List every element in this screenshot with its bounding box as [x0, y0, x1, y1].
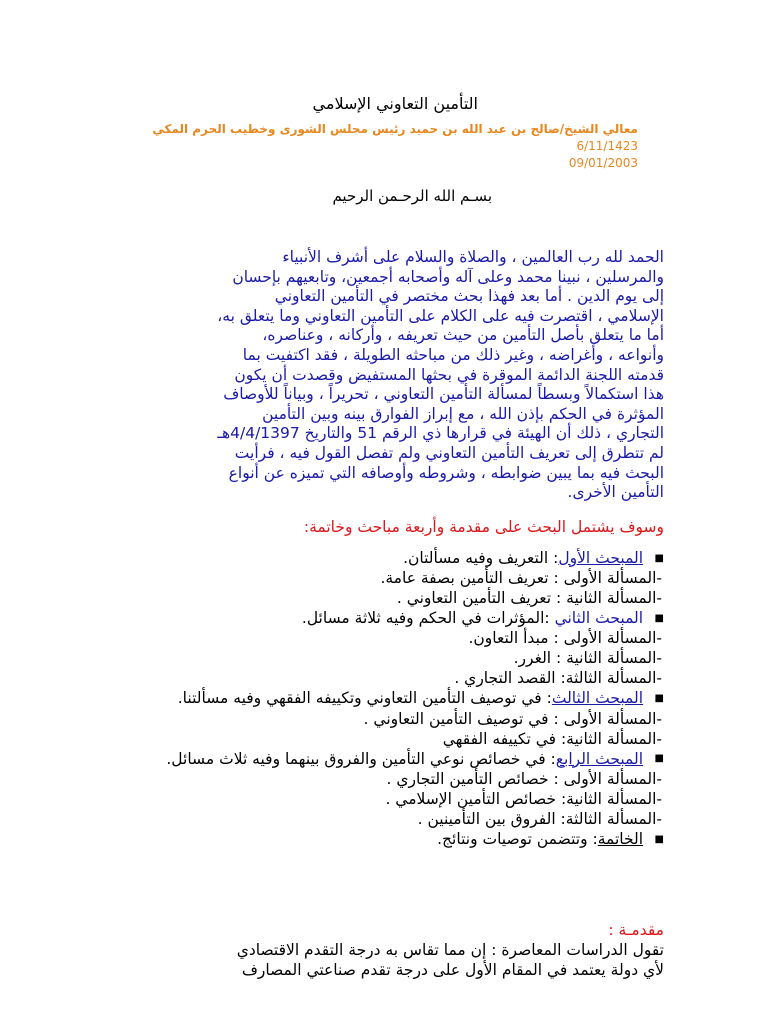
toc-item: -المسألة الأولى : خصائص التأمين التجاري . [386, 770, 662, 788]
intro-line: والمرسلين ، نبينا محمد وعلى آله وأصحابه أجمعين، وتابعيهم بإحسان [232, 267, 664, 286]
introduction-paragraph [104, 940, 664, 980]
toc-item: -المسألة الأولى : في توصيف التأمين التعاوني . [363, 709, 662, 728]
intro-line: التأمين الأخرى. [567, 483, 664, 502]
bullet-icon: ■ [654, 552, 664, 564]
body-line: تقول الدراسات المعاصرة : إن مما تقاس به درجة التقدم الاقتصادي [236, 941, 664, 959]
conclusion-text: : وتتضمن توصيات ونتائج. [437, 830, 598, 848]
intro-line: هذا استكمالاً وبسطاً لمسألة التأمين التعاوني ، تحريراً ، وبياناً للأوصاف [223, 385, 664, 404]
intro-line: المؤثرة في الحكم بإذن الله ، مع إبراز الفوارق بينه وبين التأمين [262, 404, 664, 423]
toc-item: -المسألة الثانية : الغرر. [513, 649, 662, 667]
toc-chapter-2 [104, 608, 664, 628]
basmala: بسـم الله الرحـمن الرحيم [332, 187, 492, 205]
chapter-3-link[interactable]: المبحث الثالث [551, 689, 644, 707]
intro-line: البحث فيه بما يبين ضوابطه ، وشروطه وأوصافه التي تميزه عن أنواع [228, 463, 664, 482]
toc-chapter-4 [104, 749, 664, 770]
toc-item: -المسألة الثالثة: القصد التجاري . [454, 669, 662, 687]
toc-chapter-1 [104, 548, 664, 568]
intro-paragraph [104, 248, 664, 503]
intro-line: التجاري ، ذلك أن الهيئة في قرارها ذي الرقم 51 والتاريخ 4/4/1397هـ [217, 424, 664, 443]
intro-line: وأنواعه ، وأغراضه ، وغير ذلك من مباحثه الطويلة ، فقد اكتفيت بما [242, 345, 664, 364]
intro-line: أما ما يتعلق بأصل التأمين من حيث تعريفه ، وأركانه ، وعناصره، [262, 326, 664, 345]
date-hijri: 6/11/1423 [576, 139, 638, 153]
table-of-contents [104, 548, 664, 849]
bullet-icon: ■ [654, 612, 664, 624]
chapter-2-link[interactable]: المبحث الثاني [554, 609, 644, 627]
toc-item: -المسألة الثالثة: الفروق بين التأمينين . [417, 810, 662, 828]
intro-line: إلى يوم الدين . أما بعد فهذا بحث مختصر في التأمين التعاوني [274, 287, 664, 306]
introduction-heading: مقدمـة : [608, 921, 664, 939]
date-gregorian: 09/01/2003 [568, 156, 638, 170]
chapter-2-text: :المؤثرات في الحكم وفيه ثلاثة مسائل. [301, 609, 555, 627]
toc-item: -المسألة الأولى : تعريف التأمين بصفة عامة. [380, 569, 662, 587]
bullet-icon: ■ [654, 753, 664, 764]
author-line: معالي الشيخ/صالح بن عبد الله بن حميد رئيس مجلس الشورى وخطيب الحرم المكي [152, 122, 638, 136]
toc-chapter-3 [104, 688, 664, 709]
intro-line: قدمته اللجنة الدائمة الموقرة في بحثها المستفيض وقصدت أن يكون [234, 365, 664, 384]
toc-item: -المسألة الثانية: في تكييفه الفقهي [442, 729, 662, 748]
body-line: لأي دولة يعتمد في المقام الأول على درجة تقدم صناعتي المصارف [241, 961, 664, 979]
conclusion-label: الخاتمة [597, 830, 644, 848]
chapter-4-link[interactable]: المبحث الرابع [555, 749, 644, 768]
toc-item: -المسألة الثانية: خصائص التأمين الإسلامي . [385, 790, 662, 808]
bullet-icon: ■ [654, 692, 664, 704]
intro-line: الحمد لله رب العالمين ، والصلاة والسلام على أشرف الأنبياء [282, 248, 664, 266]
chapter-1-text: : التعريف وفيه مسألتان. [403, 549, 559, 567]
outline-note: وسوف يشتمل البحث على مقدمة وأربعة مباحث وخاتمة: [303, 518, 664, 536]
toc-item: -المسألة الثانية : تعريف التأمين التعاوني . [396, 589, 662, 607]
toc-item: -المسألة الأولى : مبدأ التعاون. [468, 629, 662, 647]
intro-line: الإسلامي ، اقتصرت فيه على الكلام على التأمين التعاوني وما يتعلق به، [217, 306, 664, 325]
document-title: التأمين التعاوني الإسلامي [312, 94, 478, 113]
chapter-1-link[interactable]: المبحث الأول [558, 549, 644, 567]
intro-line: لم تتطرق إلى تعريف التأمين التعاوني ولم تفصل القول فيه ، فرأيت [234, 443, 664, 462]
chapter-3-text: : في توصيف التأمين التعاوني وتكييفه الفقهي وفيه مسألتنا. [177, 689, 552, 707]
toc-conclusion [104, 829, 664, 849]
bullet-icon: ■ [654, 833, 664, 845]
chapter-4-text: : في خصائص نوعي التأمين والفروق بينهما وفيه ثلاث مسائل. [166, 749, 556, 768]
